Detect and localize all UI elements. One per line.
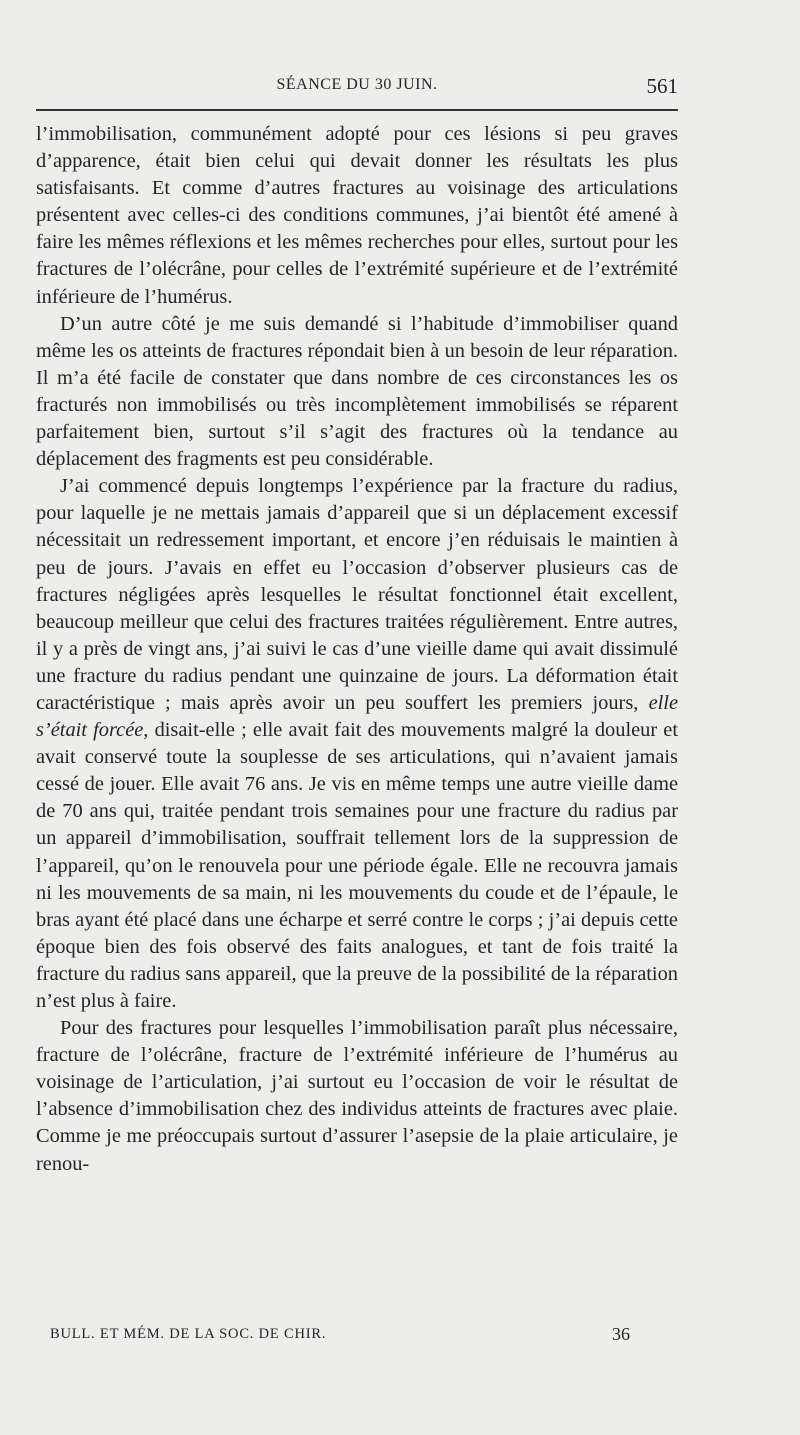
paragraph: D’un autre côté je me suis demandé si l’habitude d’immobiliser quand même les os atteints de fractures répondait bien à un besoin de leur réparation. Il m’a été facile de constater que dans nombre de ces circonstances les os fracturés non immobilisés ou très incomplètement immobilisés se réparent parfaitement bien, surtout s’il s’agit des fractures où la tendance au déplacement des fragments est peu considérable.	[36, 312, 678, 471]
paragraph	[36, 473, 678, 1015]
paragraph: Pour des fractures pour lesquelles l’immobilisation paraît plus nécessaire, fracture de l’olécrâne, fracture de l’extrémité inférieure de l’humérus au voisinage de l’articulation, j’ai surtout eu l’occasion de voir le résultat de l’absence d’immobilisation chez des individus atteints de fractures avec plaie. Comme je me préoccupais surtout d’assurer l’asepsie de la plaie articulaire, je renou-	[36, 1017, 678, 1175]
page-footer	[50, 1324, 630, 1348]
page-number: 561	[646, 74, 678, 98]
body-text	[36, 121, 678, 1178]
running-head: SÉANCE DU 30 JUIN.	[276, 76, 438, 93]
paragraph-text: disait-elle ; elle avait fait des mouvements malgré la douleur et avait conservé toute la souplesse de ses articulations, qui n’avaient jamais cessé de jouer. Elle avait 76 ans. Je vis en même temps une autre vieille dame de 70 ans qui, traitée pendant trois semaines pour une fracture du radius par un appareil d’immobilisation, souffrait tellement lors de la suppression de l’appareil, qu’on le renouvela pour une période égale. Elle ne recouvra jamais ni les mouvements de sa main, ni les mouvements du coude et de l’épaule, le bras ayant été placé dans une écharpe et serré contre le corps ; j’ai depuis cette époque bien des fois observé des faits analogues, et tant de fois traité la fracture du radius sans appareil, que la preuve de la possibilité de la réparation n’est plus à faire.	[36, 719, 679, 1012]
paragraph-text: J’ai commencé depuis longtemps l’expérience par la fracture du radius, pour laquelle je ne mettais jamais d’appareil que si un déplacement excessif nécessitait un redressement important, et encore j’en réduisais le maintien à peu de jours. J’avais en effet eu l’occasion d’observer plusieurs cas de fractures négligées après lesquelles le résultat fonctionnel était excellent, beaucoup meilleur que celui des fractures traitées régulièrement. Entre autres, il y a près de vingt ans, j’ai suivi le cas d’une vieille dame qui avait dissimulé une fracture du radius pendant une quinzaine de jours. La déformation était caractéristique ; mais après avoir un peu souffert les premiers jours,	[36, 475, 678, 714]
page-header	[36, 74, 678, 102]
header-rule	[36, 109, 678, 111]
paragraph: l’immobilisation, communément adopté pour ces lésions si peu graves d’apparence, était bien celui qui devait donner les résultats les plus satisfaisants. Et comme d’autres fractures au voisinage des articulations présentent avec celles-ci des conditions communes, j’ai bientôt été amené à faire les mêmes réflexions et les mêmes recherches pour elles, surtout pour les fractures de l’olécrâne, pour celles de l’extrémité supérieure et de l’extrémité inférieure de l’humérus.	[36, 123, 678, 308]
journal-signature: BULL. ET MÉM. DE LA SOC. DE CHIR.	[50, 1326, 327, 1342]
italic-quote: elle s’était forcée,	[36, 691, 678, 742]
signature-number: 36	[612, 1324, 630, 1344]
